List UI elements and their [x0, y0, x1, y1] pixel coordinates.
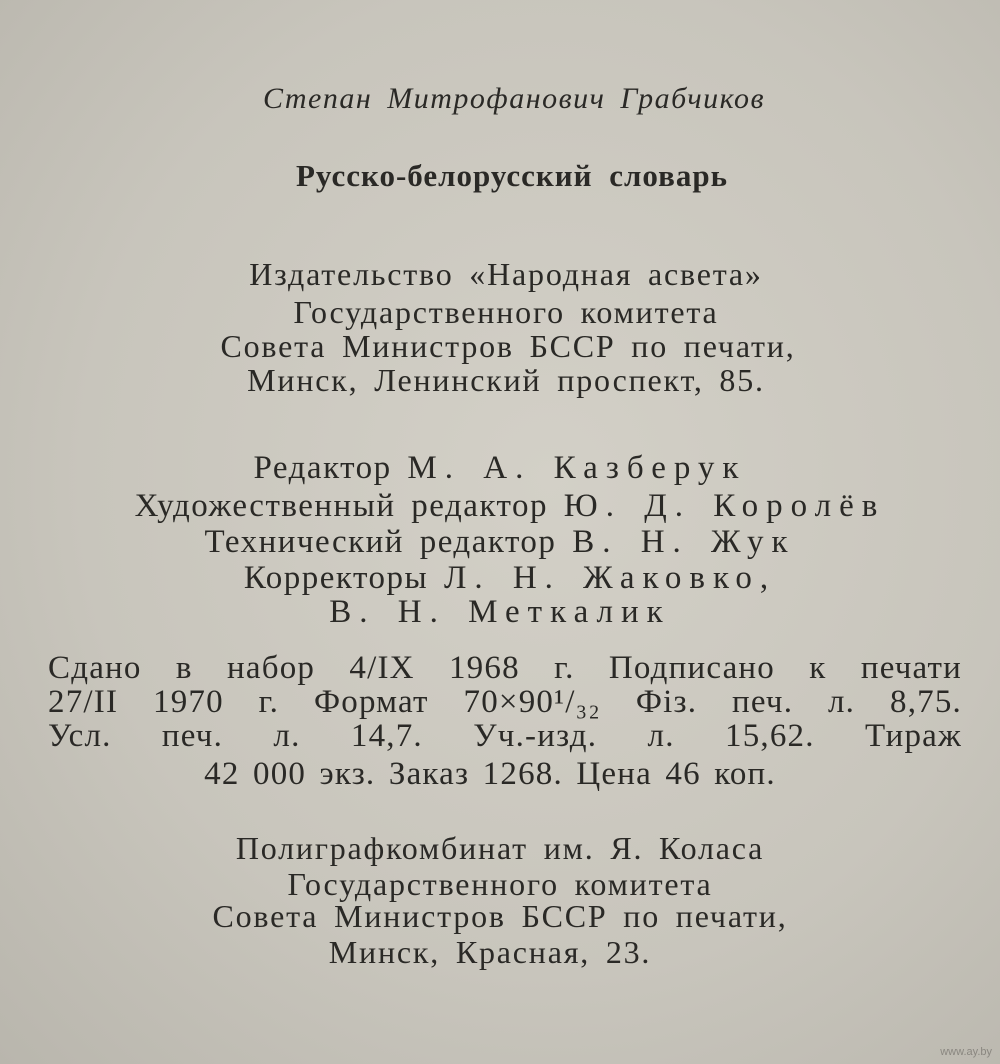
- printer-line-4: Минск, Красная, 23.: [328, 934, 652, 970]
- printer-line-1: Полиграфкомбинат им. Я. Коласа: [235, 830, 765, 866]
- proofreaders-role: Корректоры: [243, 560, 429, 596]
- editor-name: М. А. Казберук: [407, 450, 747, 486]
- technical-line-1: Сдано в набор 4/IX 1968 г. Подписано к печати: [48, 650, 962, 686]
- art-editor-line: [10, 490, 1000, 523]
- technical-line-2: 27/II 1970 г. Формат 70×90¹/₃₂ Фіз. печ. л. 8,75.: [48, 684, 962, 720]
- art-editor-name: Ю. Д. Королёв: [563, 488, 886, 524]
- publisher-line-3: Совета Министров БССР по печати,: [220, 328, 796, 364]
- printer-line-2: Государственного комитета: [287, 866, 713, 902]
- publisher-line-1: Издательство «Народная асвета»: [249, 256, 763, 292]
- editor-line: [0, 452, 1000, 485]
- tech-editor-line: [0, 526, 1000, 559]
- proofreaders-line: [10, 562, 1000, 595]
- tech-editor-role: Технический редактор: [204, 524, 557, 560]
- watermark: www.ay.by: [940, 1046, 992, 1058]
- proofreader-1: Л. Н. Жаковко,: [443, 560, 777, 596]
- editor-role: Редактор: [253, 450, 392, 486]
- tech-editor-name: В. Н. Жук: [572, 524, 796, 560]
- technical-line-3: Усл. печ. л. 14,7. Уч.-изд. л. 15,62. Тираж: [48, 718, 962, 754]
- printer-line-3: Совета Министров БССР по печати,: [212, 898, 788, 934]
- technical-line-4: 42 000 экз. Заказ 1268. Цена 46 коп.: [204, 756, 776, 792]
- publisher-line-4: Минск, Ленинский проспект, 85.: [247, 362, 765, 398]
- art-editor-role: Художественный редактор: [134, 488, 549, 524]
- proofreader-2: В. Н. Меткалик: [329, 594, 671, 630]
- book-title: Русско-белорусский словарь: [295, 158, 728, 193]
- publisher-line-2: Государственного комитета: [293, 294, 719, 330]
- author-name: Степан Митрофанович Грабчиков: [262, 82, 766, 115]
